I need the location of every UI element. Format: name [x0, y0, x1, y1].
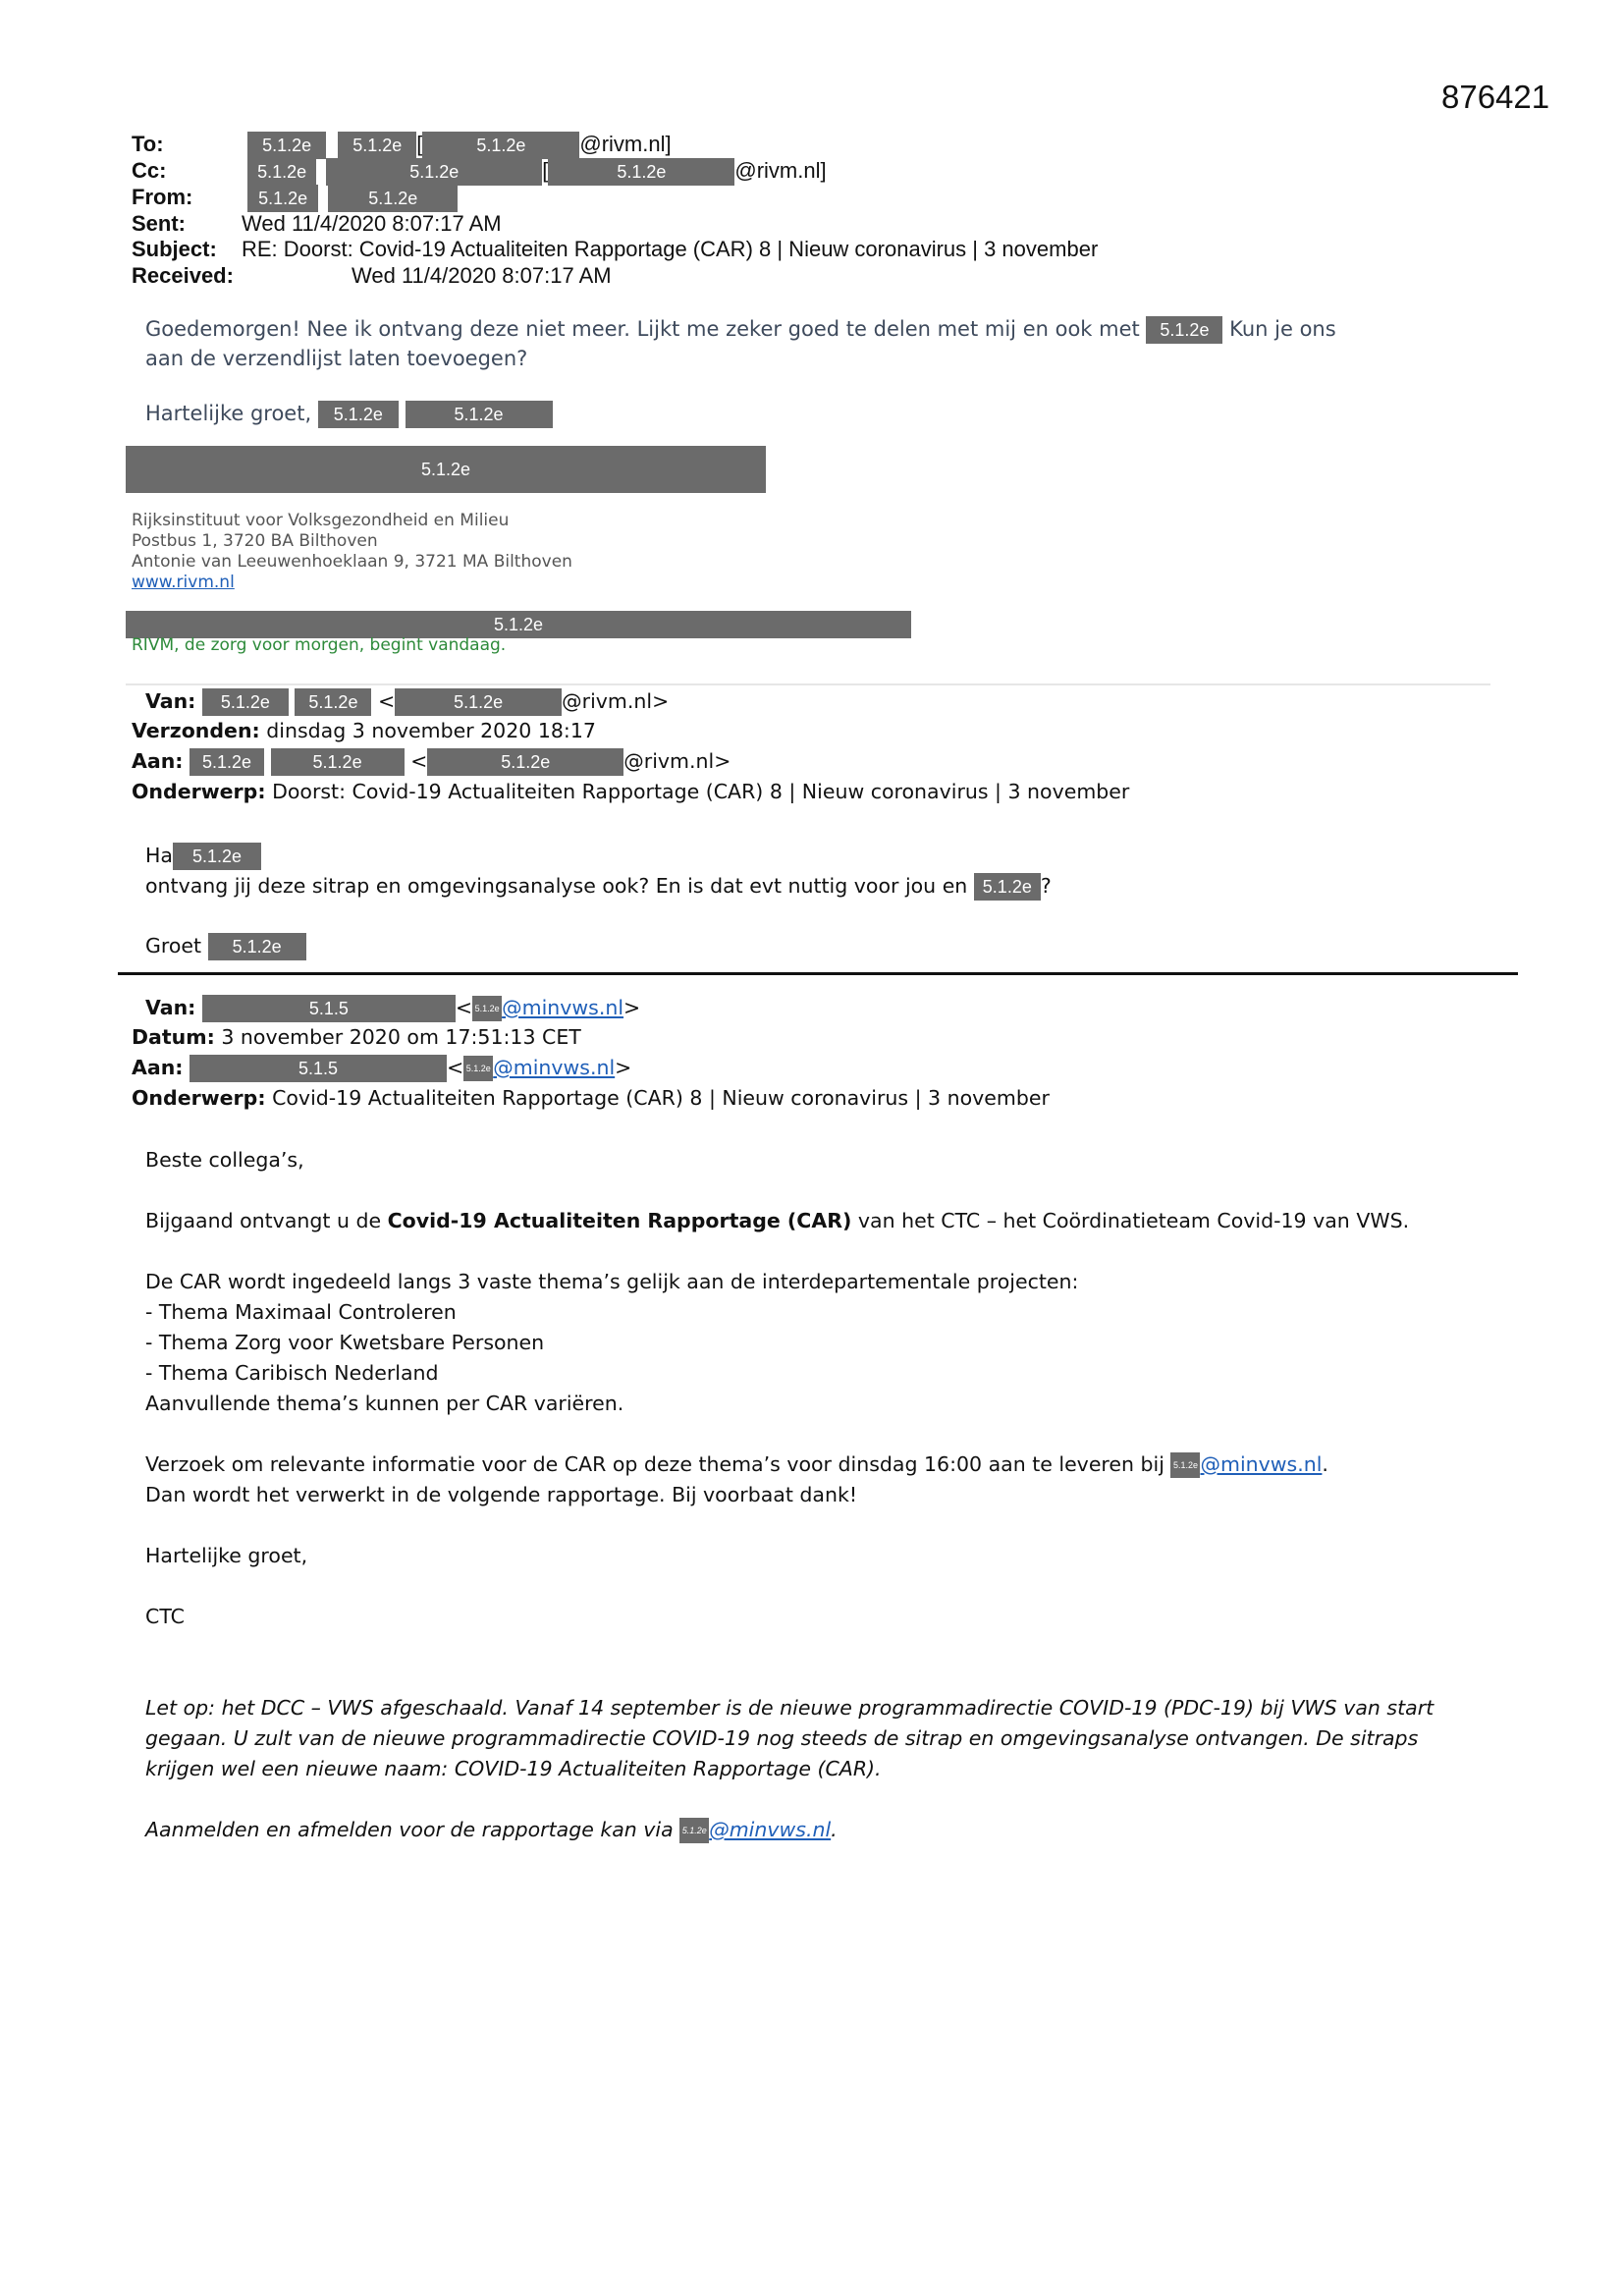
cc-label: Cc:	[132, 158, 167, 183]
header-sent-row	[132, 210, 502, 237]
received-label: Received:	[132, 263, 234, 288]
redaction: 5.1.2e	[472, 996, 502, 1021]
verzonden-label: Verzonden:	[132, 719, 260, 742]
to-label: To:	[132, 132, 164, 156]
closing: Hartelijke groet,	[145, 1544, 308, 1567]
van-email-suffix: @rivm.nl>	[562, 689, 670, 713]
fwd1-van-row	[145, 686, 669, 716]
fwd1-ha-row	[145, 841, 261, 870]
theme-item: - Thema Zorg voor Kwetsbare Personen	[145, 1331, 545, 1354]
p3-text: Verzoek om relevante informatie voor de CAR op deze thema’s voor dinsdag 16:00 aan te leveren bij	[145, 1452, 1164, 1476]
redaction: 5.1.2e	[318, 401, 399, 428]
redaction: 5.1.2e	[422, 132, 579, 159]
reply-text: Kun je ons	[1229, 317, 1336, 341]
fwd2-datum-row	[132, 1022, 581, 1052]
datum-label: Datum:	[132, 1025, 215, 1049]
redaction-banner: 5.1.2e	[126, 611, 911, 638]
sent-value: Wed 11/4/2020 8:07:17 AM	[242, 211, 502, 236]
redaction: 5.1.2e	[463, 1056, 493, 1081]
redaction: 5.1.2e	[395, 688, 562, 716]
separator-line	[118, 972, 1518, 975]
lt: <	[377, 689, 396, 713]
reply-greeting	[145, 399, 553, 428]
document-number: 876421	[1441, 79, 1550, 115]
header-received-row	[132, 262, 612, 289]
p1-bold: Covid-19 Actualiteiten Rapportage (CAR)	[387, 1209, 852, 1232]
redaction: 5.1.2e	[247, 132, 326, 159]
ha-text: Ha	[145, 844, 173, 867]
fwd2-van-row	[145, 993, 640, 1022]
signature-slogan: RIVM, de zorg voor morgen, begint vandaag.	[132, 635, 507, 655]
note-line-3: krijgen wel een nieuwe naam: COVID-19 Actualiteiten Rapportage (CAR).	[145, 1757, 882, 1780]
onderwerp-label: Onderwerp:	[132, 1086, 266, 1110]
fwd1-onderwerp-row	[132, 777, 1129, 806]
question-mark: ?	[1040, 874, 1052, 898]
header-from-row	[132, 184, 458, 212]
body-text: ontvang jij deze sitrap en omgevingsanalyse ook? En is dat evt nuttig voor jou en	[145, 874, 968, 898]
email-link[interactable]: @minvws.nl	[1200, 1452, 1323, 1476]
header-to-row	[132, 131, 672, 159]
redaction: 5.1.2e	[271, 748, 405, 776]
fwd2-onderwerp-row	[132, 1083, 1050, 1113]
redaction: 5.1.5	[189, 1055, 447, 1082]
paragraph-2-end: Aanvullende thema’s kunnen per CAR variëren.	[145, 1392, 624, 1415]
onderwerp-value: Doorst: Covid-19 Actualiteiten Rapportage (CAR) 8 | Nieuw coronavirus | 3 november	[272, 780, 1130, 803]
redaction: 5.1.2e	[328, 185, 458, 212]
theme-item: - Thema Maximaal Controleren	[145, 1300, 457, 1324]
onderwerp-value: Covid-19 Actualiteiten Rapportage (CAR) 8 | Nieuw coronavirus | 3 november	[272, 1086, 1050, 1110]
paragraph-3-line-2: Dan wordt het verwerkt in de volgende rapportage. Bij voorbaat dank!	[145, 1483, 858, 1506]
redaction: 5.1.2e	[295, 688, 371, 716]
reply-line-1	[145, 314, 1336, 344]
note-line-1: Let op: het DCC – VWS afgeschaald. Vanaf 14 september is de nieuwe programmadirectie COVID-19 (PDC-19) bij VWS van start	[145, 1696, 1435, 1720]
redaction: 5.1.2e	[247, 185, 318, 212]
redaction: 5.1.2e	[208, 933, 306, 960]
groet-text: Groet	[145, 934, 202, 957]
redaction: 5.1.5	[202, 995, 456, 1022]
redaction: 5.1.2e	[1170, 1452, 1200, 1478]
email-link[interactable]: @minvws.nl	[493, 1056, 616, 1079]
sent-label: Sent:	[132, 211, 186, 236]
aan-label: Aan:	[132, 749, 184, 773]
cc-email-suffix: @rivm.nl]	[734, 158, 827, 183]
fwd1-aan-row	[132, 746, 731, 776]
redaction-banner: 5.1.2e	[126, 446, 766, 493]
redaction: 5.1.2e	[679, 1818, 709, 1843]
fwd1-body-row	[145, 871, 1052, 901]
redaction: 5.1.2e	[247, 158, 316, 186]
subject-label: Subject:	[132, 237, 217, 261]
redaction: 5.1.2e	[338, 132, 416, 159]
redaction: 5.1.2e	[189, 748, 264, 776]
paragraph-2: De CAR wordt ingedeeld langs 3 vaste thema’s gelijk aan de interdepartementale projecten:	[145, 1270, 1079, 1293]
lt: <	[447, 1056, 464, 1079]
redaction: 5.1.2e	[1146, 316, 1222, 344]
reply-line-2: aan de verzendlijst laten toevoegen?	[145, 347, 528, 370]
lt: <	[410, 749, 428, 773]
to-email-suffix: @rivm.nl]	[579, 132, 672, 156]
reply-text: Goedemorgen! Nee ik ontvang deze niet meer. Lijkt me zeker goed te delen met mij en ook met	[145, 317, 1140, 341]
p1-text: Bijgaand ontvangt u de	[145, 1209, 388, 1232]
subject-value: RE: Doorst: Covid-19 Actualiteiten Rapportage (CAR) 8 | Nieuw coronavirus | 3 november	[242, 237, 1099, 261]
note-line-2: gegaan. U zult van de nieuwe programmadirectie COVID-19 nog steeds de sitrap en omgevingsanalyse ontvangen. De sitraps	[145, 1726, 1419, 1750]
email-link[interactable]: @minvws.nl	[709, 1818, 832, 1841]
lt: <	[455, 996, 473, 1019]
van-label: Van:	[145, 996, 196, 1019]
fwd2-aan-row	[132, 1053, 631, 1082]
signature-line-1: Rijksinstituut voor Volksgezondheid en Milieu	[132, 511, 510, 530]
from-label: From:	[132, 185, 193, 209]
note-line-4	[145, 1815, 838, 1844]
signature-website-link[interactable]: www.rivm.nl	[132, 573, 235, 592]
paragraph-1	[145, 1206, 1409, 1235]
paragraph-3-line-1	[145, 1449, 1328, 1479]
redaction: 5.1.2e	[406, 401, 553, 428]
van-label: Van:	[145, 689, 196, 713]
email-link[interactable]: @minvws.nl	[502, 996, 624, 1019]
bracket: [	[416, 132, 423, 156]
aan-label: Aan:	[132, 1056, 184, 1079]
signature-line-2: Postbus 1, 3720 BA Bilthoven	[132, 531, 378, 551]
divider	[126, 683, 1490, 685]
redaction: 5.1.2e	[427, 748, 623, 776]
header-cc-row	[132, 157, 827, 186]
redaction: 5.1.2e	[202, 688, 289, 716]
greeting-text: Hartelijke groet,	[145, 402, 312, 425]
signature-line-3: Antonie van Leeuwenhoeklaan 9, 3721 MA Bilthoven	[132, 552, 572, 572]
redaction: 5.1.2e	[974, 873, 1041, 901]
period: .	[831, 1818, 838, 1841]
gt: >	[623, 996, 641, 1019]
datum-value: 3 november 2020 om 17:51:13 CET	[221, 1025, 581, 1049]
redaction: 5.1.2e	[173, 843, 261, 870]
received-value: Wed 11/4/2020 8:07:17 AM	[352, 263, 612, 288]
bracket: [	[542, 158, 549, 183]
redaction: 5.1.2e	[326, 158, 542, 186]
onderwerp-label: Onderwerp:	[132, 780, 266, 803]
salutation: Beste collega’s,	[145, 1148, 304, 1172]
redaction: 5.1.2e	[548, 158, 734, 186]
header-subject-row	[132, 236, 1098, 262]
verzonden-value: dinsdag 3 november 2020 18:17	[266, 719, 596, 742]
aan-email-suffix: @rivm.nl>	[623, 749, 731, 773]
fwd1-verzonden-row	[132, 716, 596, 745]
theme-item: - Thema Caribisch Nederland	[145, 1361, 439, 1385]
gt: >	[615, 1056, 632, 1079]
sender-name: CTC	[145, 1605, 185, 1628]
p1-text: van het CTC – het Coördinatieteam Covid-19 van VWS.	[851, 1209, 1410, 1232]
period: .	[1322, 1452, 1328, 1476]
note-text: Aanmelden en afmelden voor de rapportage kan via	[145, 1818, 674, 1841]
fwd1-groet-row	[145, 931, 306, 960]
